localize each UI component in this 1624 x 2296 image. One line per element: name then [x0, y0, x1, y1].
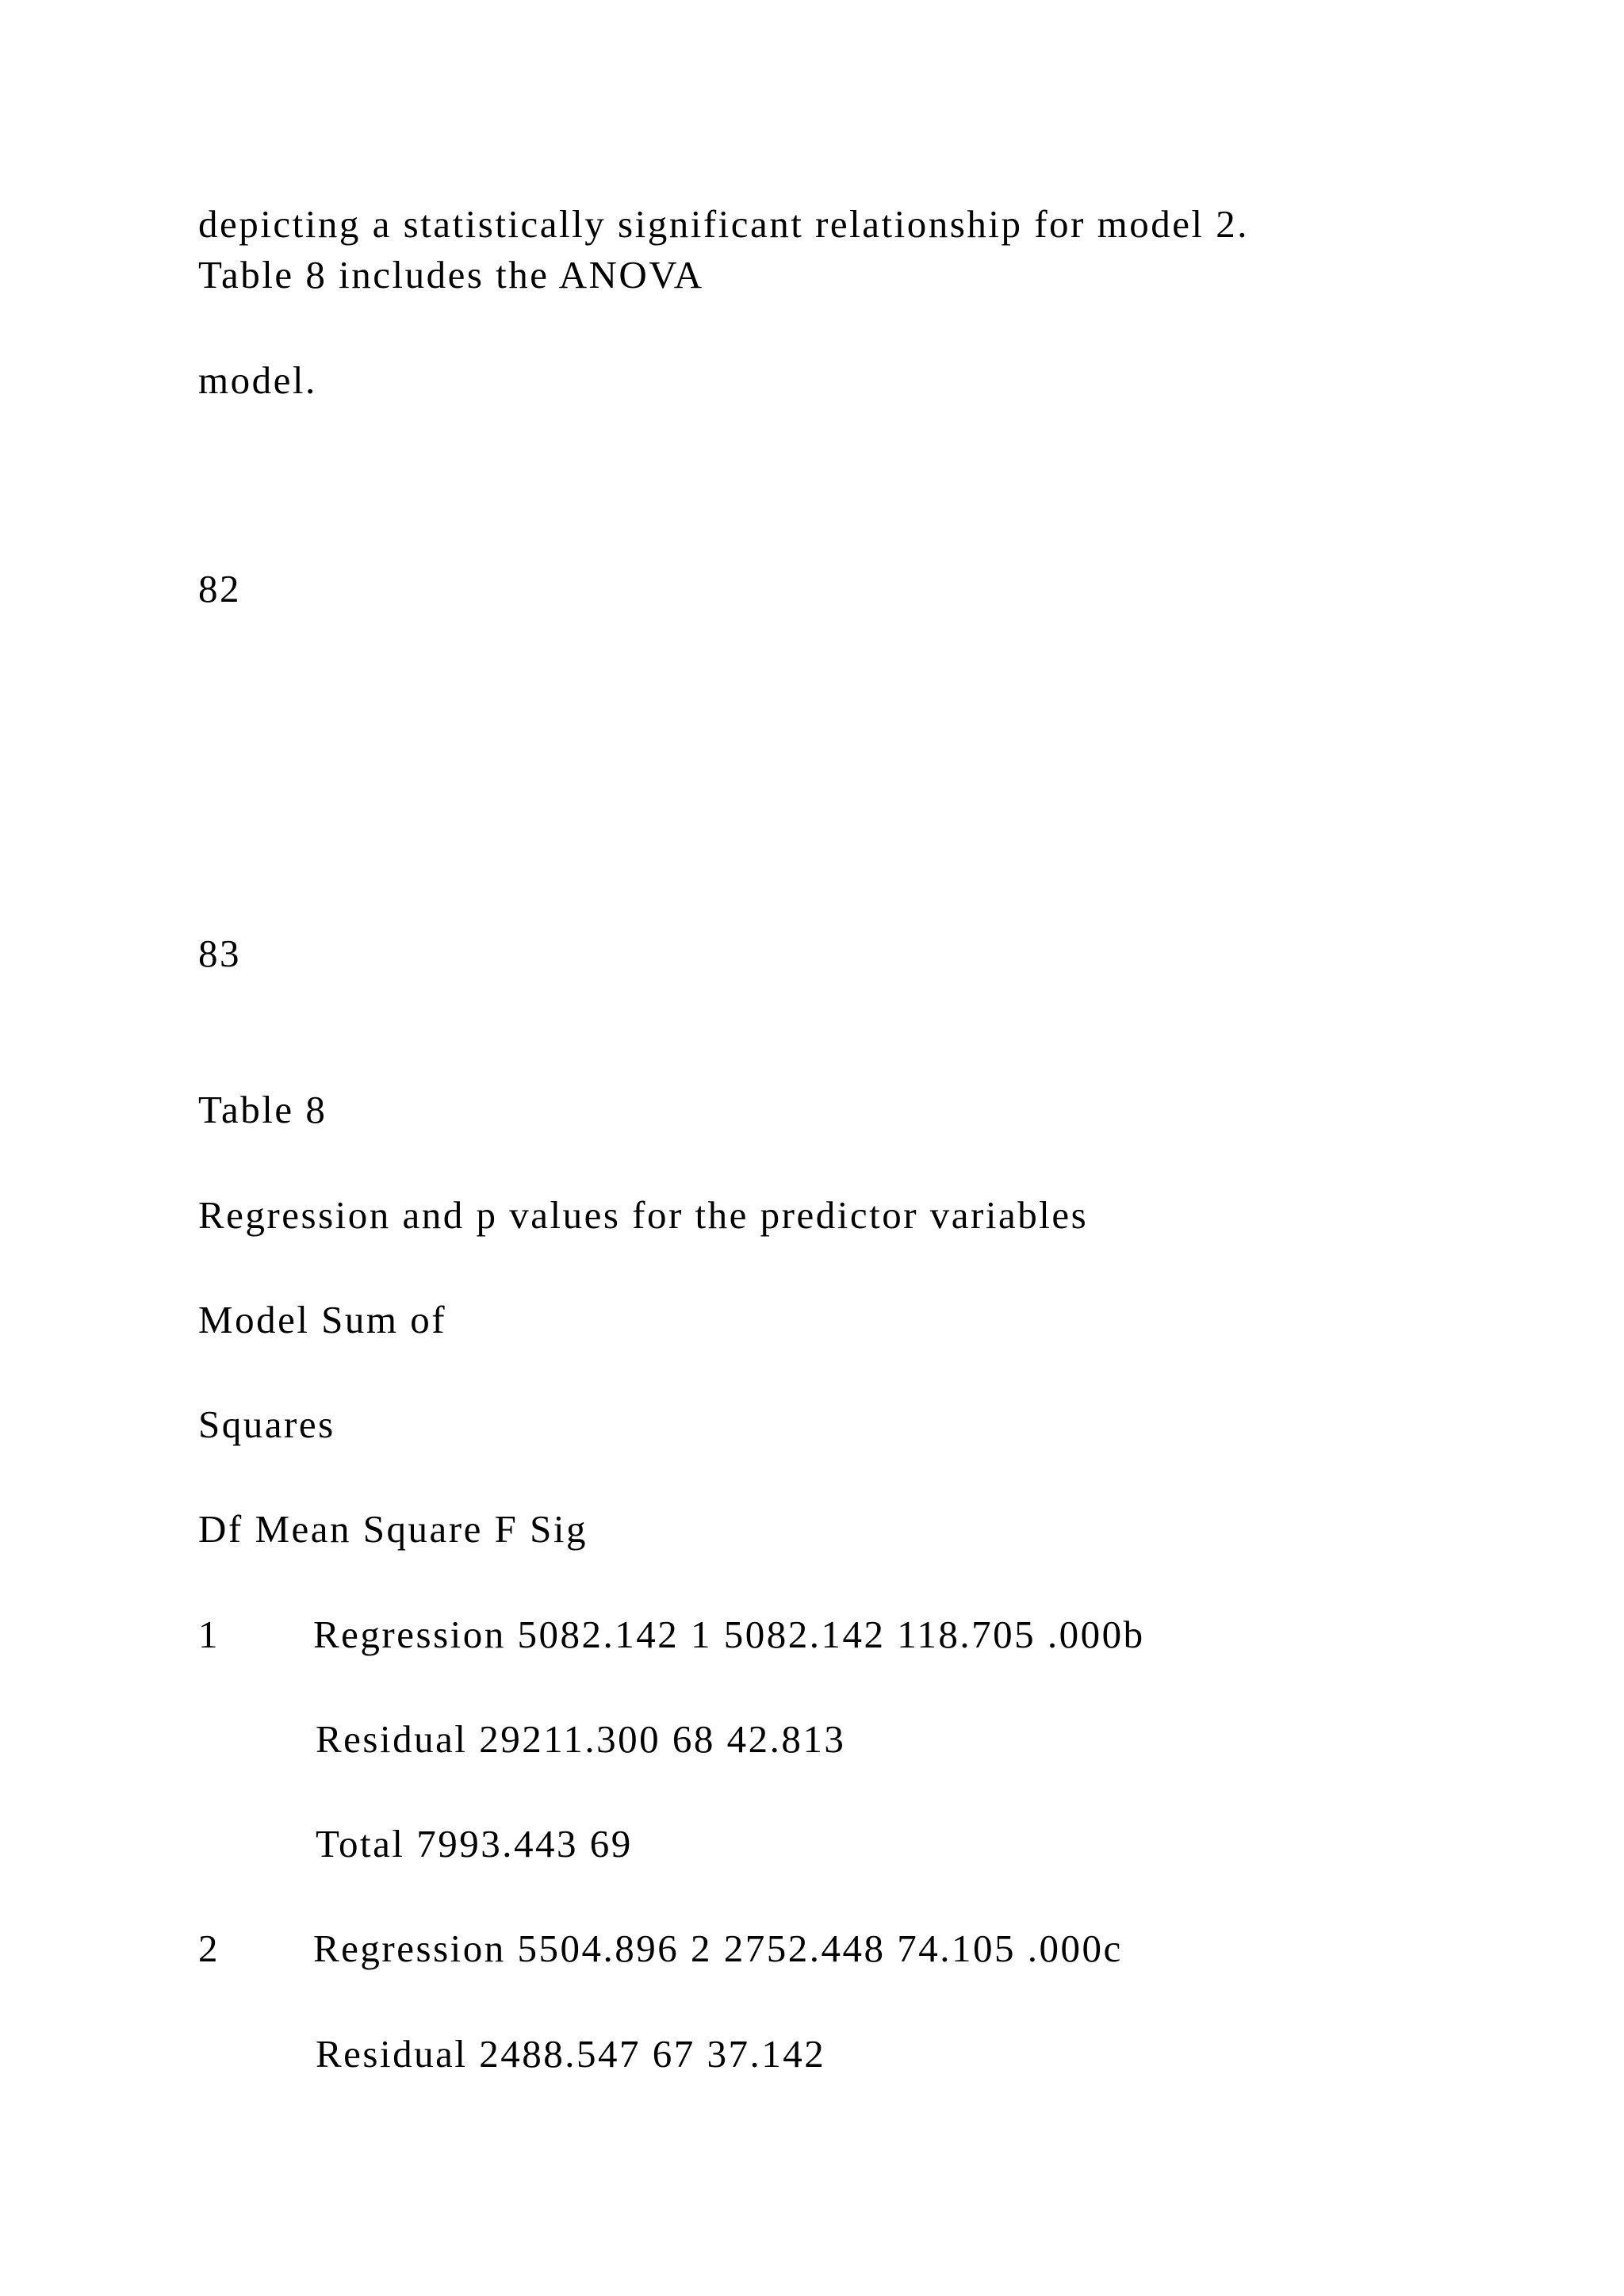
table-header: Df Mean Square F Sig: [198, 1507, 588, 1551]
page-number: 83: [198, 932, 241, 975]
table-row: Residual 2488.547 67 37.142: [316, 2032, 826, 2076]
table-title: Table 8: [198, 1088, 327, 1131]
paragraph-line: model.: [198, 358, 317, 402]
table-row-model: 2: [198, 1927, 218, 1970]
table-caption: Regression and p values for the predictor variables: [198, 1193, 1089, 1237]
table-row: Regression 5504.896 2 2752.448 74.105 .000c: [313, 1927, 1123, 1970]
table-row-model: 1: [198, 1613, 218, 1656]
table-row: Residual 29211.300 68 42.813: [316, 1717, 846, 1761]
table-row: Regression 5082.142 1 5082.142 118.705 .000b: [313, 1613, 1145, 1656]
paragraph-line: depicting a statistically significant relationship for model 2.: [198, 202, 1250, 246]
table-header: Squares: [198, 1402, 335, 1446]
paragraph-line: Table 8 includes the ANOVA: [198, 253, 704, 297]
table-row: Total 7993.443 69: [316, 1822, 633, 1866]
page-number: 82: [198, 567, 241, 610]
table-header: Model Sum of: [198, 1298, 447, 1341]
